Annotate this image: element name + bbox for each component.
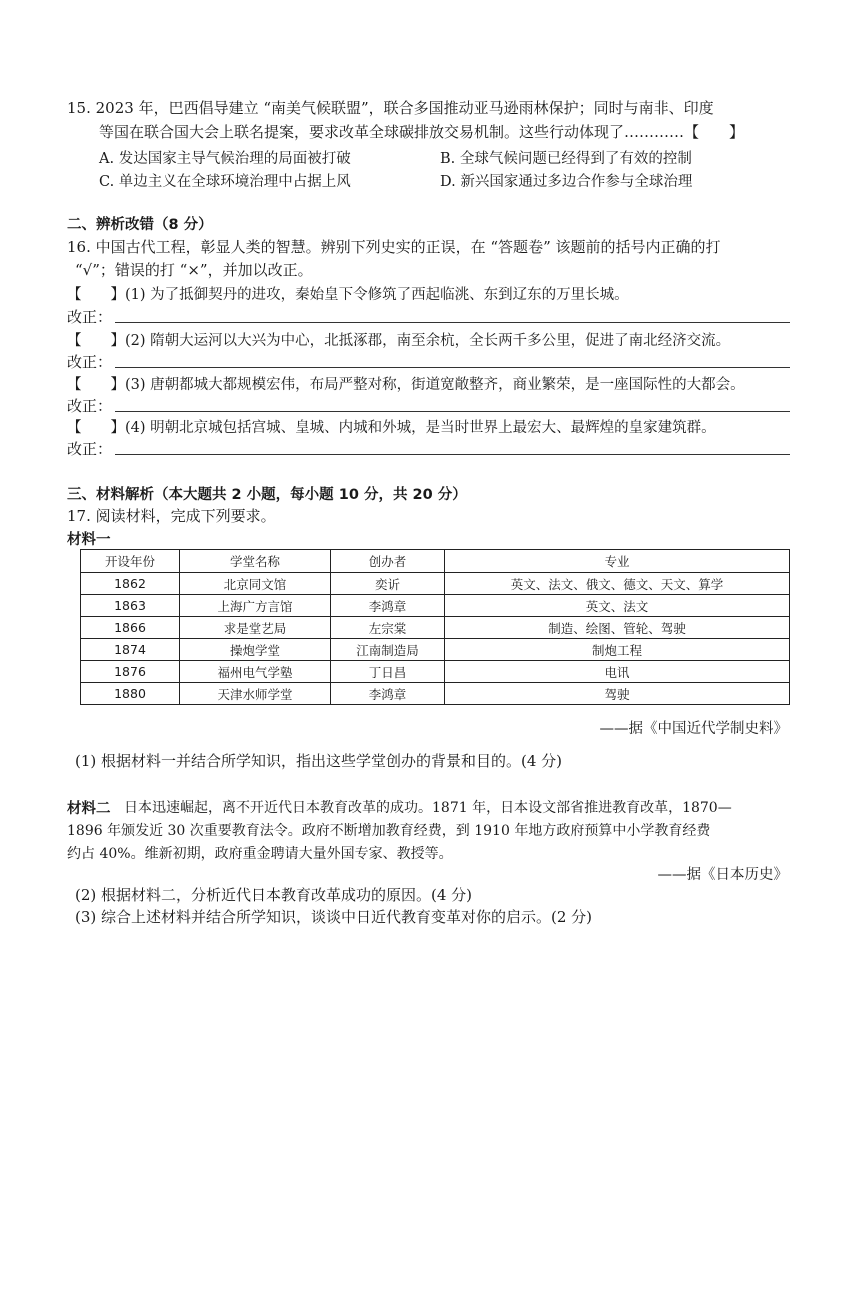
- table-row: [81, 661, 790, 683]
- correction-line-2[interactable]: [115, 367, 790, 368]
- table-row: [81, 683, 790, 705]
- table-cell: 1863: [81, 595, 180, 617]
- q15-option-d: D. 新兴国家通过多边合作参与全球治理: [440, 174, 693, 190]
- material2-source: ——据《日本历史》: [657, 867, 788, 883]
- table-header-cell: 专业: [445, 550, 790, 573]
- material2-line3: 约占 40%。维新初期，政府重金聘请大量外国专家、教授等。: [67, 846, 453, 862]
- table-header-row: [81, 550, 790, 573]
- q16-item-1: 【 】(1) 为了抵御契丹的进攻，秦始皇下令修筑了西起临洮、东到辽东的万里长城。: [67, 287, 629, 303]
- table-header-cell: 开设年份: [81, 550, 180, 573]
- material2-line1: 日本迅速崛起，离不开近代日本教育改革的成功。1871 年，日本设文部省推进教育改革，1870—: [124, 800, 732, 816]
- q15-option-b: B. 全球气候问题已经得到了有效的控制: [440, 151, 692, 167]
- table-cell: 驾驶: [445, 683, 790, 705]
- material1-table: [80, 549, 790, 705]
- table-cell: 左宗棠: [331, 617, 445, 639]
- table-cell: 天津水师学堂: [180, 683, 331, 705]
- table-cell: 上海广方言馆: [180, 595, 331, 617]
- table-cell: 制炮工程: [445, 639, 790, 661]
- table-cell: 1880: [81, 683, 180, 705]
- q16-correction-label-1: 改正：: [67, 308, 113, 326]
- table-cell: 李鸿章: [331, 595, 445, 617]
- q16-correction-label-4: 改正：: [67, 440, 113, 458]
- table-header-cell: 学堂名称: [180, 550, 331, 573]
- q17-sub1: (1) 根据材料一并结合所学知识，指出这些学堂创办的背景和目的。(4 分): [75, 752, 563, 770]
- table-cell: 电讯: [445, 661, 790, 683]
- correction-line-3[interactable]: [115, 411, 790, 412]
- q16-item-3: 【 】(3) 唐朝都城大都规模宏伟，布局严整对称，街道宽敞整齐，商业繁荣，是一座国际性的大都会。: [67, 377, 745, 393]
- table-row: [81, 617, 790, 639]
- table-row: [81, 639, 790, 661]
- table-cell: 1866: [81, 617, 180, 639]
- table-cell: 北京同文馆: [180, 573, 331, 595]
- q17-sub2: (2) 根据材料二，分析近代日本教育改革成功的原因。(4 分): [75, 886, 473, 904]
- table-row: [81, 573, 790, 595]
- section3-title: 三、材料解析（本大题共 2 小题，每小题 10 分，共 20 分）: [67, 487, 467, 503]
- q16-stem-line1: 16. 中国古代工程，彰显人类的智慧。辨别下列史实的正误，在 “答题卷” 该题前的括号内正确的打: [67, 238, 721, 256]
- table-row: [81, 595, 790, 617]
- q16-stem-line2: “√”；错误的打 “×”，并加以改正。: [75, 261, 313, 279]
- q16-item-2: 【 】(2) 隋朝大运河以大兴为中心，北抵涿郡，南至余杭，全长两千多公里，促进了南北经济交流。: [67, 333, 731, 349]
- q16-item-4: 【 】(4) 明朝北京城包括宫城、皇城、内城和外城，是当时世界上最宏大、最辉煌的皇家建筑群。: [67, 420, 716, 436]
- table-cell: 江南制造局: [331, 639, 445, 661]
- q15-option-a: A. 发达国家主导气候治理的局面被打破: [99, 151, 351, 167]
- q15-stem-line2: 等国在联合国大会上联名提案，要求改革全球碳排放交易机制。这些行动体现了…………【 】: [99, 123, 745, 141]
- correction-line-1[interactable]: [115, 322, 790, 323]
- table-header-cell: 创办者: [331, 550, 445, 573]
- section2-title: 二、辨析改错（8 分）: [67, 217, 213, 233]
- material1-label: 材料一: [67, 532, 111, 548]
- table-cell: 1862: [81, 573, 180, 595]
- table-cell: 李鸿章: [331, 683, 445, 705]
- table-cell: 奕䜣: [331, 573, 445, 595]
- table-cell: 求是堂艺局: [180, 617, 331, 639]
- q16-correction-label-2: 改正：: [67, 353, 113, 371]
- table-cell: 英文、法文、俄文、德文、天文、算学: [445, 573, 790, 595]
- material2-line2: 1896 年颁发近 30 次重要教育法令。政府不断增加教育经费，到 1910 年地方政府预算中小学教育经费: [67, 823, 711, 839]
- correction-line-4[interactable]: [115, 454, 790, 455]
- table-cell: 制造、绘图、管轮、驾驶: [445, 617, 790, 639]
- material2-label: 材料二: [67, 801, 111, 817]
- table-cell: 英文、法文: [445, 595, 790, 617]
- q17-sub3: (3) 综合上述材料并结合所学知识，谈谈中日近代教育变革对你的启示。(2 分): [75, 908, 593, 926]
- q16-correction-label-3: 改正：: [67, 397, 113, 415]
- material1-source: ——据《中国近代学制史料》: [599, 721, 788, 737]
- q17-stem: 17. 阅读材料，完成下列要求。: [67, 507, 276, 525]
- table-cell: 1876: [81, 661, 180, 683]
- table-cell: 福州电气学塾: [180, 661, 331, 683]
- table-cell: 操炮学堂: [180, 639, 331, 661]
- table-cell: 1874: [81, 639, 180, 661]
- q15-stem-line1: 15. 2023 年，巴西倡导建立 “南美气候联盟”，联合多国推动亚马逊雨林保护；同时与南非、印度: [67, 99, 714, 117]
- q15-option-c: C. 单边主义在全球环境治理中占据上风: [99, 174, 351, 190]
- table-cell: 丁日昌: [331, 661, 445, 683]
